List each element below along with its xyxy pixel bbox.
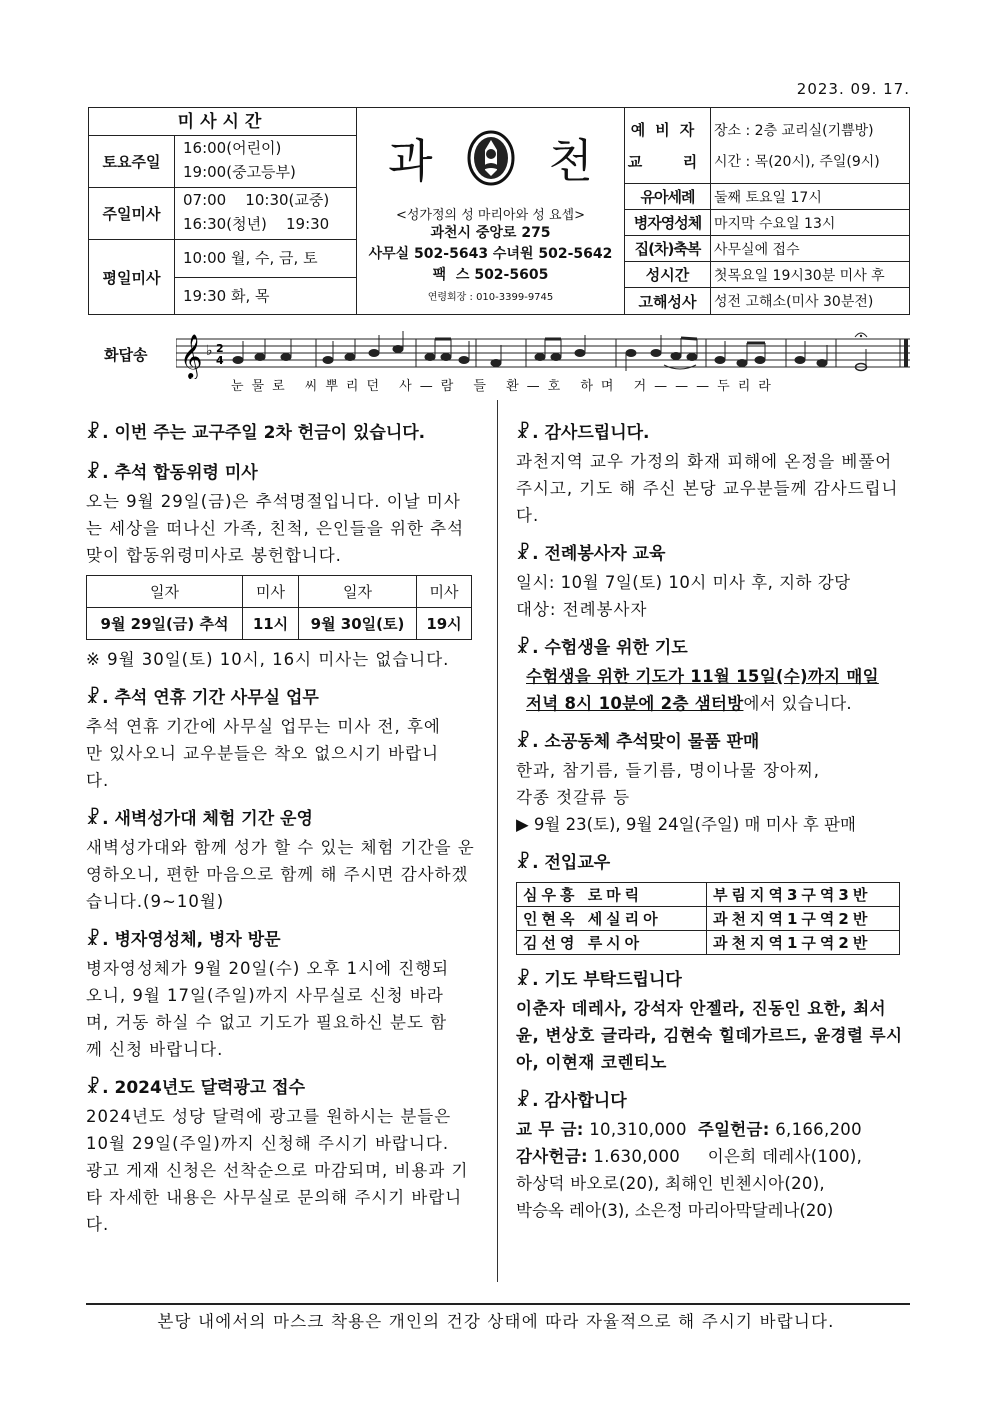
saturday-label: 토요주일 (89, 136, 175, 187)
offering-label: 감사헌금: (516, 1147, 588, 1166)
confession-val: 성전 고해소(미사 30분전) (714, 294, 874, 310)
notice-new-parishioners: ☧ . 전입교우 심우흥 로마릭 부림지역3구역3반 인현옥 세실리아 과천지역1구역2반 김선영 루시아 과천지역1구역2반 (516, 848, 908, 955)
notice-line: 각종 젓갈류 등 (516, 788, 631, 807)
notice-office-hours: ☧ . 추석 연휴 기간 사무실 업무 추석 연휴 기간에 사무실 업무는 미사 전, 후에만 있사오니 교우분들은 착오 없으시기 바랍니다. (86, 683, 476, 794)
notice-body: 추석 연휴 기간에 사무실 업무는 미사 전, 후에만 있사오니 교우분들은 착오 없으시기 바랍니다. (86, 717, 441, 790)
notice-line: 저녁 8시 10분에 2층 샘터방 (526, 694, 744, 713)
notice-line: 일시: 10월 7일(토) 10시 미사 후, 지하 강당 (516, 573, 851, 592)
notice-collection: ☧ . 이번 주는 교구주일 2차 헌금이 있습니다. (86, 418, 476, 448)
holy-hour-row (625, 262, 909, 288)
chi-rho-icon: ☧ (516, 852, 531, 873)
notice-body: 새벽성가대와 함께 성가 할 수 있는 체험 기간을 운영하오니, 편한 마음으로 함께 해 주시면 감사하겠습니다.(9~10월) (86, 838, 475, 911)
bulletin-date: 2023. 09. 17. (796, 80, 910, 98)
table-row (87, 608, 472, 640)
weekday-time-1: 10:00 월, 수, 금, 토 (175, 240, 356, 278)
house-blessing-label: 집(차)축복 (625, 236, 711, 261)
notice-title: 새벽성가대 체험 기간 운영 (114, 809, 313, 829)
music-staff (176, 327, 910, 379)
notice-line: 대상: 전례봉사자 (516, 600, 648, 619)
table-cell: 9월 30일(토) (299, 608, 417, 640)
notice-body: 2024년도 성당 달력에 광고를 원하시는 분들은 10월 29일(주일)까지 신청해 주시기 바랍니다. 광고 게재 신청은 선착순으로 마감되며, 비용과 기타 자세한 내용은 사무실로 문의해 주시기 바랍니다. (86, 1107, 469, 1234)
confession-row (625, 288, 909, 314)
parish-logo-icon (463, 130, 519, 186)
responsorial-psalm (88, 327, 910, 397)
notice-community-sale: ☧ . 소공동체 추석맞이 물품 판매 한과, 참기름, 들기름, 명이나물 장아찌, 각종 젓갈류 등 ▶ 9월 23(토), 9월 24일(주일) 매 미사 후 판매 (516, 727, 908, 838)
table-header (87, 576, 472, 608)
infant-baptism-label: 유아세례 (625, 184, 711, 209)
offering-amount: 6,166,200 (769, 1120, 862, 1139)
notice-offerings: ☧ . 감사합니다 교 무 금: 10,310,000 주일헌금: 6,166,200 감사헌금: 1.630,000 이은희 데레사(100), 하상덕 바오로(20), 최해인 빈첸시아(20), 박승옥 레아(3), 소은정 마리아막달레나(20) (516, 1086, 908, 1224)
sunday-time-2: 16:30(청년) 19:30 (183, 215, 330, 233)
sick-communion-label: 병자영성체 (625, 210, 711, 235)
svg-text:♭: ♭ (206, 343, 213, 359)
notice-line: 에서 있습니다. (743, 694, 852, 713)
sunday-row (89, 188, 356, 240)
chi-rho-icon: ☧ (86, 929, 101, 950)
confession-label: 고해성사 (625, 288, 711, 314)
infant-baptism-row (625, 184, 909, 210)
notice-body: 과천지역 교우 가정의 화재 피해에 온정을 베풀어 주시고, 기도 해 주신 본당 교우분들께 감사드립니다. (516, 452, 899, 525)
notice-title: 감사합니다 (544, 1091, 627, 1111)
table-cell: 심우흥 로마릭 (517, 883, 707, 907)
parish-info (357, 108, 625, 314)
notice-thanks-fire: ☧ . 감사드립니다. 과천지역 교우 가정의 화재 피해에 온정을 베풀어 주시고, 기도 해 주신 본당 교우분들께 감사드립니다. (516, 418, 908, 529)
notice-prayer-requests: ☧ . 기도 부탁드립니다 이춘자 데레사, 강석자 안젤라, 진동인 요한, 최서윤, 변상호 글라라, 김현숙 힐데가르드, 윤경렬 루시아, 이현재 코렌티노 (516, 965, 908, 1076)
chi-rho-icon: ☧ (86, 808, 101, 829)
catechumen-place: 장소 : 2층 교리실(기쁨방) (714, 122, 874, 139)
table-cell: 과천지역1구역2반 (707, 931, 900, 955)
table-cell: 인현옥 세실리아 (517, 907, 707, 931)
notice-sick-communion: ☧ . 병자영성체, 병자 방문 병자영성체가 9월 20일(수) 오후 1시에 진행되오니, 9월 17일(주일)까지 사무실로 신청 바라며, 거동 하실 수 없고 기도가 필요하신 분도 함께 신청 바랍니다. (86, 925, 476, 1063)
table-cell: 11시 (243, 608, 299, 640)
catechumen-label-2: 교 리 (627, 152, 708, 171)
table-cell: 미사 (243, 576, 299, 608)
chi-rho-icon: ☧ (516, 731, 531, 752)
table-cell: 일자 (299, 576, 417, 608)
notice-note: ※ 9월 30일(토) 10시, 16시 미사는 없습니다. (86, 650, 450, 669)
notice-title: 수험생을 위한 기도 (544, 638, 688, 658)
chi-rho-icon: ☧ (516, 969, 531, 990)
offering-donors: 하상덕 바오로(20), 최해인 빈첸시아(20), (516, 1174, 825, 1193)
notice-title: 감사드립니다. (544, 423, 650, 443)
notice-chuseok-mass: ☧ . 추석 합동위령 미사 오는 9월 29일(금)은 추석명절입니다. 이날 미사는 세상을 떠나신 가족, 친척, 은인들을 위한 추석맞이 합동위령미사로 봉헌합니다. 일자 미사 일자 미사 9월 29일(금) 추석 11시 9월 30일(토) 19시 ※ 9월 30일(토) 10시, 16시 미사는 없습니다. (86, 458, 476, 673)
psalm-lyrics: 눈물로 씨뿌리던 사—람 들 환—호 하며 거———두리라 (231, 379, 779, 394)
chi-rho-icon: ☧ (86, 422, 101, 443)
notice-title: 추석 합동위령 미사 (114, 463, 258, 483)
notice-title: 추석 연휴 기간 사무실 업무 (114, 688, 319, 708)
notice-line: ▶ 9월 23(토), 9월 24일(주일) 매 미사 후 판매 (516, 815, 856, 834)
sacraments-info (625, 108, 909, 314)
notice-title: 전입교우 (544, 853, 611, 873)
left-column (86, 418, 476, 1248)
house-blessing-val: 사무실에 접수 (714, 241, 800, 258)
saturday-row (89, 136, 356, 188)
parish-fax: 팩 스 502-5605 (432, 267, 549, 283)
svg-text:𝄞: 𝄞 (180, 334, 203, 378)
catechumen-label (625, 108, 711, 183)
table-cell: 김선영 루시아 (517, 931, 707, 955)
notice-body: 병자영성체가 9월 20일(수) 오후 1시에 진행되오니, 9월 17일(주일)까지 사무실로 신청 바라며, 거동 하실 수 없고 기도가 필요하신 분도 함께 신청 바랍니다. (86, 959, 450, 1059)
notice-calendar-ads: ☧ . 2024년도 달력광고 접수 2024년도 성당 달력에 광고를 원하시는 분들은 10월 29일(주일)까지 신청해 주시기 바랍니다. 광고 게재 신청은 선착순으로 마감되며, 비용과 기타 자세한 내용은 사무실로 문의해 주시기 바랍니다. (86, 1073, 476, 1238)
header-box (88, 107, 910, 315)
sick-communion-row (625, 210, 909, 236)
sick-communion-val: 마지막 수요일 13시 (714, 215, 836, 232)
table-cell: 19시 (417, 608, 472, 640)
parish-patron: <성가정의 성 마리아와 성 요셉> (395, 208, 585, 223)
chi-rho-icon: ☧ (516, 637, 531, 658)
saturday-time-2: 19:00(중고등부) (183, 163, 296, 181)
table-cell: 일자 (87, 576, 243, 608)
parish-name (357, 108, 624, 208)
chi-rho-icon: ☧ (516, 543, 531, 564)
house-blessing-row (625, 236, 909, 262)
new-parishioners-table (516, 882, 900, 955)
table-cell: 부림지역3구역3반 (707, 883, 900, 907)
offering-amount: 10,310,000 (583, 1120, 698, 1139)
sunday-label: 주일미사 (89, 188, 175, 239)
notice-title: 기도 부탁드립니다 (544, 970, 682, 990)
mass-times-panel (89, 108, 357, 314)
table-cell: 과천지역1구역2반 (707, 907, 900, 931)
notice-exam-prayer: ☧ . 수험생을 위한 기도 수험생을 위한 기도가 11월 15일(수)까지 매일 저녁 8시 10분에 2층 샘터방에서 있습니다. (516, 633, 908, 717)
weekday-label: 평일미사 (89, 240, 175, 314)
notice-line: 한과, 참기름, 들기름, 명이나물 장아찌, (516, 761, 821, 780)
footer-notice: 본당 내에서의 마스크 착용은 개인의 건강 상태에 따라 자율적으로 해 주시기 바랍니다. (157, 1312, 835, 1331)
sunday-time-1: 07:00 10:30(교중) (183, 191, 330, 209)
mass-times-title: 미사시간 (89, 108, 356, 136)
offering-label: 주일헌금: (697, 1120, 770, 1139)
notice-title: 전례봉사자 교육 (544, 544, 666, 564)
catechumen-row (625, 108, 909, 184)
table-row (517, 931, 900, 955)
weekday-row (89, 240, 356, 314)
notice-liturgy-training: ☧ . 전례봉사자 교육 일시: 10월 7일(토) 10시 미사 후, 지하 강당 대상: 전례봉사자 (516, 539, 908, 623)
saturday-time-1: 16:00(어린이) (183, 139, 282, 157)
notice-body: 오는 9월 29일(금)은 추석명절입니다. 이날 미사는 세상을 떠나신 가족, 친척, 은인들을 위한 추석맞이 합동위령미사로 봉헌합니다. (86, 492, 465, 565)
chi-rho-icon: ☧ (86, 687, 101, 708)
catechumen-time: 시간 : 목(20시), 주일(9시) (714, 154, 880, 171)
chi-rho-icon: ☧ (86, 1077, 101, 1098)
svg-text:4: 4 (216, 354, 224, 367)
footer-divider (86, 1303, 910, 1305)
saturday-times (175, 136, 356, 187)
table-row (517, 907, 900, 931)
notice-body: 이춘자 데레사, 강석자 안젤라, 진동인 요한, 최서윤, 변상호 글라라, 김현숙 힐데가르드, 윤경렬 루시아, 이현재 코렌티노 (516, 999, 903, 1072)
table-cell: 미사 (417, 576, 472, 608)
catechumen-details (711, 108, 909, 183)
weekday-times (175, 240, 356, 314)
weekday-time-2: 19:30 화, 목 (183, 286, 270, 305)
holy-hour-label: 성시간 (625, 262, 711, 287)
table-cell: 9월 29일(금) 추석 (87, 608, 243, 640)
chuseok-mass-table (86, 575, 472, 640)
right-column (516, 418, 908, 1234)
catechumen-label-1: 예비자 (630, 121, 705, 140)
parish-name-right: 천 (548, 134, 593, 188)
offering-amount: 1.630,000 이은희 데레사(100), (587, 1147, 863, 1166)
infant-baptism-val: 둘째 토요일 17시 (714, 189, 822, 206)
psalm-label: 화답송 (104, 346, 148, 364)
chi-rho-icon: ☧ (516, 422, 531, 443)
notice-line: 수험생을 위한 기도가 11월 15일(수)까지 매일 (526, 667, 879, 686)
offering-label: 교 무 금: (516, 1120, 584, 1139)
funeral-contact: 연령회장 : 010-3399-9745 (427, 292, 554, 303)
chi-rho-icon: ☧ (516, 1090, 531, 1111)
notice-title: 소공동체 추석맞이 물품 판매 (544, 732, 760, 752)
table-row (517, 883, 900, 907)
notice-title: 병자영성체, 병자 방문 (114, 930, 281, 950)
chi-rho-icon: ☧ (86, 462, 101, 483)
notice-title: 이번 주는 교구주일 2차 헌금이 있습니다. (114, 423, 426, 443)
sunday-times (175, 188, 356, 239)
notice-dawn-choir: ☧ . 새벽성가대 체험 기간 운영 새벽성가대와 함께 성가 할 수 있는 체험 기간을 운영하오니, 편한 마음으로 함께 해 주시면 감사하겠습니다.(9~10월) (86, 804, 476, 915)
column-divider (497, 400, 498, 1282)
offering-donors: 박승옥 레아(3), 소은정 마리아막달레나(20) (516, 1201, 834, 1220)
parish-address: 과천시 중앙로 275 (430, 225, 551, 241)
notice-title: 2024년도 달력광고 접수 (114, 1078, 306, 1098)
svg-text:2: 2 (216, 342, 224, 355)
parish-name-left: 과 (388, 134, 433, 188)
holy-hour-val: 첫목요일 19시30분 미사 후 (714, 267, 885, 284)
parish-phones: 사무실 502-5643 수녀원 502-5642 (368, 246, 613, 262)
